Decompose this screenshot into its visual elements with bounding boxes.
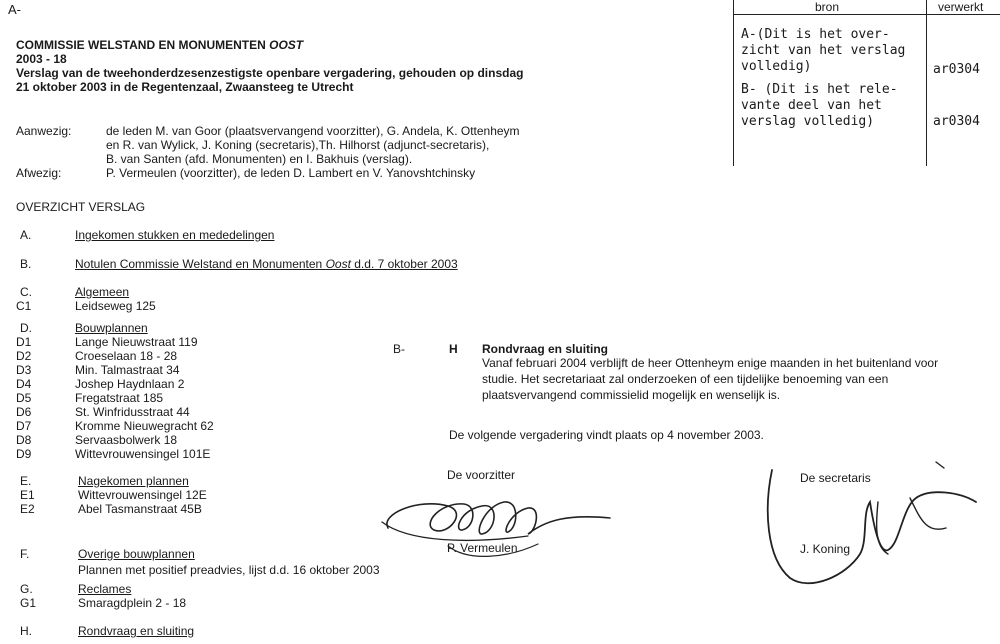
- heading-text: COMMISSIE WELSTAND EN MONUMENTEN: [16, 38, 270, 52]
- chair-name: P. Vermeulen: [447, 541, 518, 555]
- document-heading: [16, 38, 303, 52]
- part-b-marker: B-: [393, 342, 405, 356]
- part-b-body-line: studie. Het secretariaat zal onderzoeken of een tijdelijke benoeming van een: [482, 372, 889, 386]
- item-text: Fregatstraat 185: [75, 391, 164, 405]
- report-title-line1: Verslag van de tweehonderdzesenzestigste openbare vergadering, gehouden op dinsdag: [16, 66, 524, 80]
- section-code: G.: [20, 582, 33, 596]
- chair-signature: [378, 484, 618, 570]
- present-line: en R. van Wylick, J. Koning (secretaris),Th. Hilhorst (adjunct-secretaris),: [106, 138, 490, 152]
- table-border: [926, 0, 927, 166]
- section-subtext: Plannen met positief preadvies, lijst d.d. 16 oktober 2003: [78, 563, 380, 577]
- section-title-text: Notulen Commissie Welstand en Monumenten: [75, 257, 326, 271]
- secretary-role: De secretaris: [800, 471, 871, 485]
- section-title: Algemeen: [75, 285, 130, 299]
- section-title: Overige bouwplannen: [78, 547, 195, 561]
- section-code: C.: [20, 285, 32, 299]
- section-code: F.: [20, 547, 30, 561]
- item-text: St. Winfridusstraat 44: [75, 405, 190, 419]
- table-row-processed: ar0304: [933, 62, 980, 77]
- present-label: Aanwezig:: [16, 124, 72, 138]
- item-code: G1: [20, 596, 37, 610]
- item-text: Servaasbolwerk 18: [75, 433, 178, 447]
- table-border: [733, 0, 734, 166]
- present-line: B. van Santen (afd. Monumenten) en I. Bakhuis (verslag).: [106, 152, 413, 166]
- item-code: D9: [16, 447, 32, 461]
- table-border: [733, 14, 1000, 15]
- part-b-body-line: Vanaf februari 2004 verblijft de heer Ottenheym enige maanden in het buitenland voor: [482, 356, 939, 370]
- section-title-italic: Oost: [325, 257, 351, 271]
- table-row-source-line: vante deel van het: [741, 98, 882, 113]
- item-text: Joshep Haydnlaan 2: [75, 377, 185, 391]
- section-code: A.: [20, 228, 32, 242]
- section-code: D.: [20, 321, 32, 335]
- section-title: Rondvraag en sluiting: [78, 624, 195, 638]
- section-code: H.: [20, 624, 32, 638]
- section-title: Reclames: [78, 582, 132, 596]
- item-code: D6: [16, 405, 32, 419]
- heading-italic: OOST: [269, 38, 304, 52]
- absent-label: Afwezig:: [16, 166, 62, 180]
- item-code: D2: [16, 349, 32, 363]
- section-title: Bouwplannen: [75, 321, 148, 335]
- item-code: E1: [20, 488, 35, 502]
- part-b-body-line: plaatsvervangend commissielid mogelijk en wenselijk is.: [482, 388, 781, 402]
- item-text: Min. Talmastraat 34: [75, 363, 180, 377]
- item-code: E2: [20, 502, 35, 516]
- overview-title: OVERZICHT VERSLAG: [16, 200, 146, 214]
- column-header-processed: verwerkt: [938, 0, 984, 14]
- secretary-signature: [750, 458, 1000, 608]
- next-meeting: De volgende vergadering vindt plaats op 4 november 2003.: [449, 428, 764, 442]
- item-code: D4: [16, 377, 32, 391]
- item-code: D8: [16, 433, 32, 447]
- table-row-source-line: zicht van het verslag: [741, 43, 906, 58]
- section-title: [75, 257, 458, 271]
- report-number: 2003 - 18: [16, 52, 67, 66]
- part-b-code: H: [449, 342, 458, 356]
- item-text: Lange Nieuwstraat 119: [75, 335, 198, 349]
- table-row-source-line: volledig): [741, 59, 812, 74]
- secretary-name: J. Koning: [800, 542, 851, 556]
- item-code: C1: [16, 299, 32, 313]
- section-code: E.: [20, 474, 32, 488]
- table-row-source-line: verslag volledig): [741, 114, 875, 129]
- present-line: de leden M. van Goor (plaatsvervangend voorzitter), G. Andela, K. Ottenheym: [106, 124, 520, 138]
- item-code: D7: [16, 419, 32, 433]
- item-text: Wittevrouwensingel 101E: [75, 447, 211, 461]
- corner-label: A-: [8, 2, 21, 17]
- item-text: Wittevrouwensingel 12E: [78, 488, 207, 502]
- section-title: Nagekomen plannen: [78, 474, 189, 488]
- table-row-source-line: B- (Dit is het rele-: [741, 82, 898, 97]
- report-title-line2: 21 oktober 2003 in de Regentenzaal, Zwaansteeg te Utrecht: [16, 80, 354, 94]
- section-title: Ingekomen stukken en mededelingen: [75, 228, 275, 242]
- item-text: Kromme Nieuwegracht 62: [75, 419, 214, 433]
- column-header-source: bron: [815, 0, 840, 14]
- part-b-title: Rondvraag en sluiting: [482, 342, 609, 356]
- item-text: Leidseweg 125: [75, 299, 156, 313]
- item-text: Croeselaan 18 - 28: [75, 349, 178, 363]
- table-row-source-line: A-(Dit is het over-: [741, 27, 890, 42]
- item-text: Abel Tasmanstraat 45B: [78, 502, 202, 516]
- item-text: Smaragdplein 2 - 18: [78, 596, 187, 610]
- table-row-processed: ar0304: [933, 114, 980, 129]
- item-code: D3: [16, 363, 32, 377]
- section-code: B.: [20, 257, 32, 271]
- absent-line: P. Vermeulen (voorzitter), de leden D. Lambert en V. Yanovshtchinsky: [106, 166, 476, 180]
- section-title-text: d.d. 7 oktober 2003: [350, 257, 458, 271]
- chair-role: De voorzitter: [447, 468, 516, 482]
- item-code: D1: [16, 335, 32, 349]
- item-code: D5: [16, 391, 32, 405]
